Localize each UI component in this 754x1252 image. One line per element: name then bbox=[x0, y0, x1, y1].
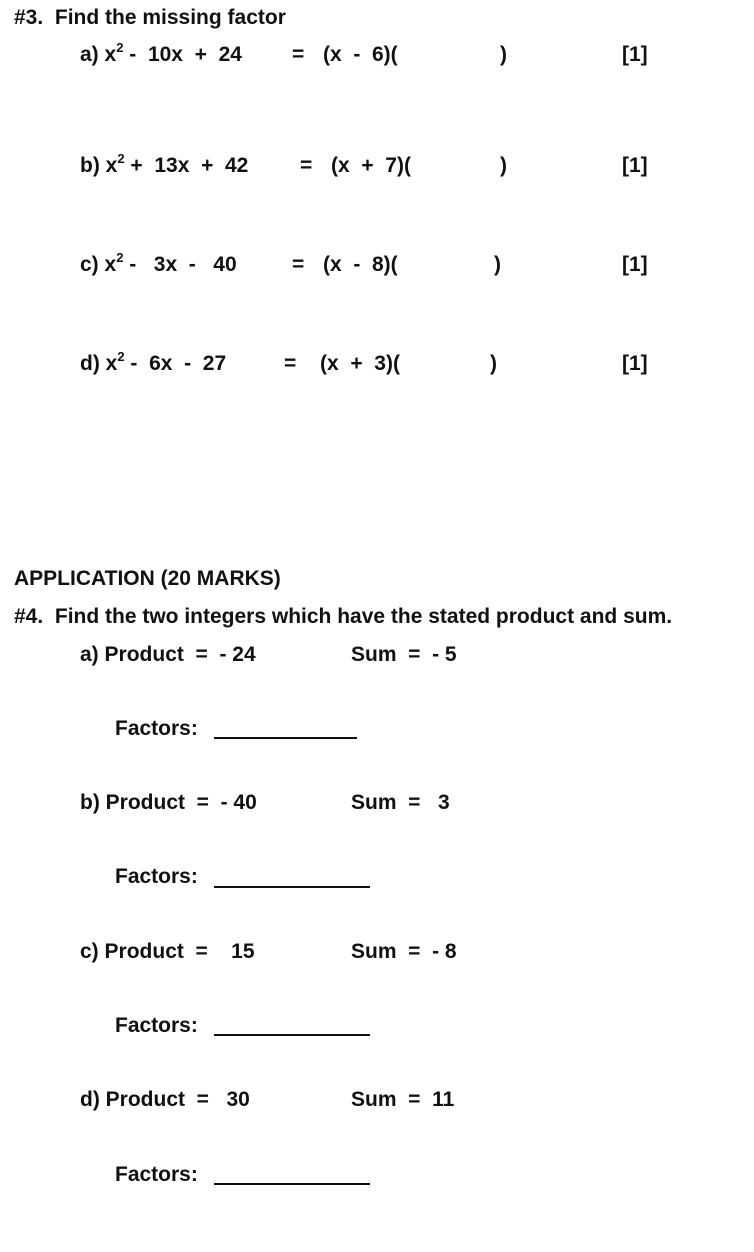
q3a-exponent: 2 bbox=[116, 40, 124, 55]
q3d-left-factor: (x + 3)( bbox=[320, 352, 400, 375]
q3a-equals: = bbox=[292, 43, 305, 66]
q3d-marks: [1] bbox=[622, 352, 648, 375]
q4c-sum: Sum = - 8 bbox=[351, 940, 457, 963]
question-3-title: #3. Find the missing factor bbox=[14, 6, 286, 29]
q4c-answer-blank[interactable] bbox=[214, 1034, 370, 1036]
q4d-sum: Sum = 11 bbox=[351, 1088, 455, 1111]
application-heading: APPLICATION (20 MARKS) bbox=[14, 567, 281, 590]
q4a-product-text: Product = - 24 bbox=[104, 643, 256, 666]
q3c-rest: - 3x - 40 bbox=[123, 253, 237, 276]
q3b-left-factor: (x + 7)( bbox=[331, 154, 411, 177]
q3c-exponent: 2 bbox=[116, 250, 124, 265]
q3a-rest: - 10x + 24 bbox=[123, 43, 242, 66]
q3b-marks: [1] bbox=[622, 154, 648, 177]
q3b-equals: = bbox=[300, 154, 313, 177]
q3c-expression bbox=[80, 250, 237, 276]
q3d-close-paren: ) bbox=[490, 352, 497, 375]
q4c-product-text: Product = 15 bbox=[104, 940, 255, 963]
q4c-product bbox=[80, 941, 255, 962]
q3a-close-paren: ) bbox=[500, 43, 507, 66]
q3b-var: x bbox=[105, 154, 118, 177]
q4b-answer-blank[interactable] bbox=[214, 886, 370, 888]
q3b-label: b) bbox=[80, 154, 100, 177]
q4b-product-text: Product = - 40 bbox=[105, 791, 257, 814]
q3a-var: x bbox=[104, 43, 117, 66]
q3a-marks: [1] bbox=[622, 43, 648, 66]
q4b-product bbox=[80, 792, 257, 813]
q4b-sum: Sum = 3 bbox=[351, 791, 450, 814]
q4a-label: a) bbox=[80, 643, 99, 666]
q4a-answer-blank[interactable] bbox=[214, 737, 357, 739]
q3b-rest: + 13x + 42 bbox=[124, 154, 249, 177]
q4d-product bbox=[80, 1089, 250, 1110]
q3a-left-factor: (x - 6)( bbox=[323, 43, 398, 66]
q4d-product-text: Product = 30 bbox=[105, 1088, 250, 1111]
q4c-factors-label: Factors: bbox=[115, 1014, 198, 1037]
q3c-close-paren: ) bbox=[494, 253, 501, 276]
q4b-label: b) bbox=[80, 791, 100, 814]
q4a-sum: Sum = - 5 bbox=[351, 643, 457, 666]
q3d-expression bbox=[80, 349, 227, 375]
q4c-label: c) bbox=[80, 940, 99, 963]
q3d-exponent: 2 bbox=[117, 349, 125, 364]
q3a-expression bbox=[80, 40, 242, 66]
q3c-left-factor: (x - 8)( bbox=[323, 253, 398, 276]
q4a-factors-label: Factors: bbox=[115, 717, 198, 740]
q3c-var: x bbox=[104, 253, 117, 276]
q3b-expression bbox=[80, 151, 249, 177]
q3d-var: x bbox=[105, 352, 118, 375]
question-4-title: #4. Find the two integers which have the stated product and sum. bbox=[14, 605, 673, 628]
q3a-label: a) bbox=[80, 43, 99, 66]
q4d-answer-blank[interactable] bbox=[214, 1183, 370, 1185]
q4a-product bbox=[80, 644, 256, 665]
q3c-label: c) bbox=[80, 253, 99, 276]
q4d-label: d) bbox=[80, 1088, 100, 1111]
q3c-marks: [1] bbox=[622, 253, 648, 276]
q3b-exponent: 2 bbox=[117, 151, 125, 166]
q4d-factors-label: Factors: bbox=[115, 1163, 198, 1186]
q3d-label: d) bbox=[80, 352, 100, 375]
q3b-close-paren: ) bbox=[500, 154, 507, 177]
q3d-equals: = bbox=[284, 352, 297, 375]
q3c-equals: = bbox=[292, 253, 305, 276]
q3d-rest: - 6x - 27 bbox=[124, 352, 227, 375]
q4b-factors-label: Factors: bbox=[115, 865, 198, 888]
